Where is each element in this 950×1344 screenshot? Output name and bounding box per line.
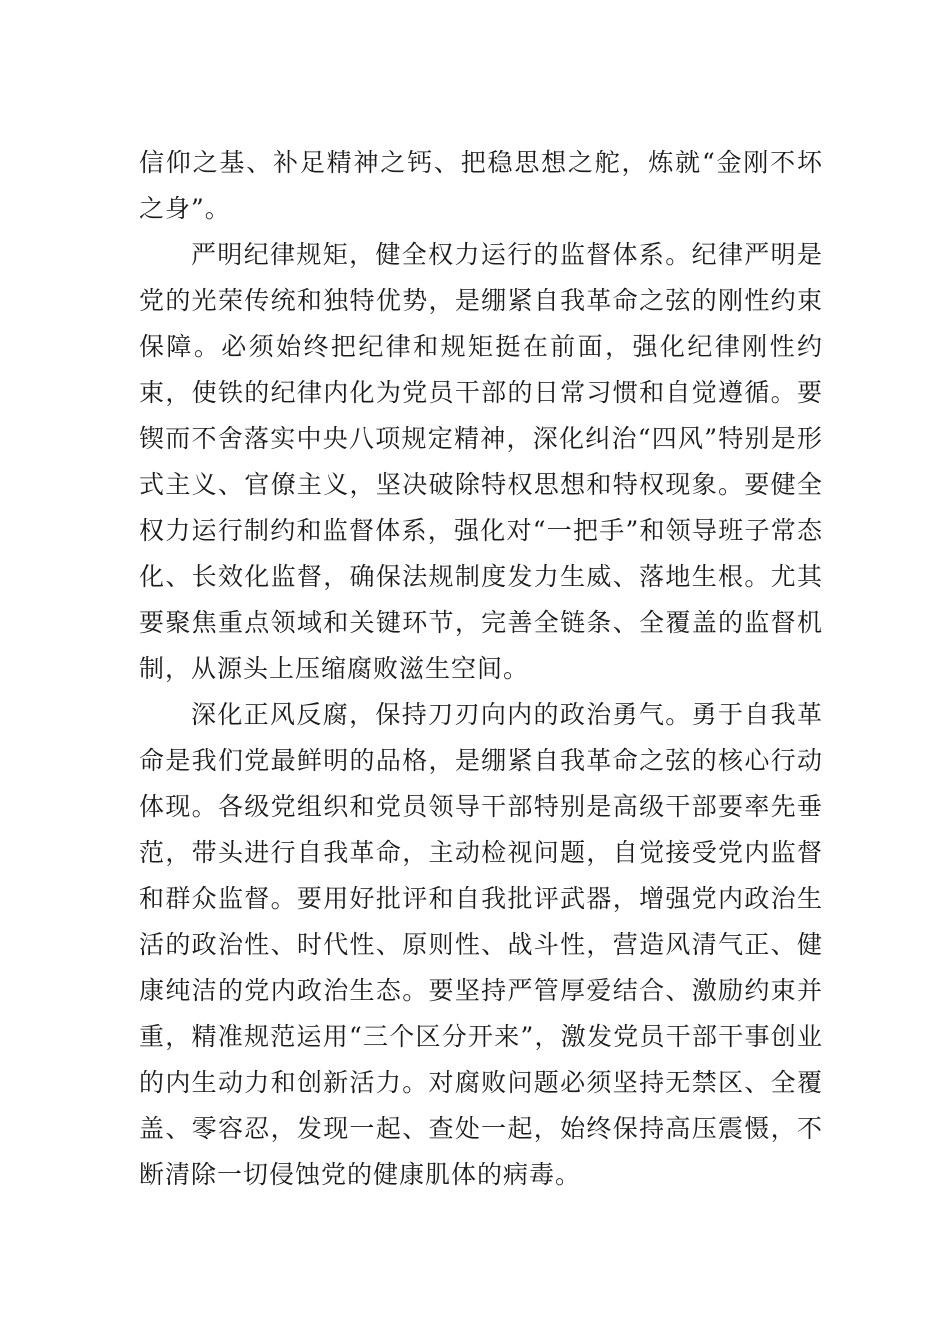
- paragraph-anticorruption: 深化正风反腐，保持刀刃向内的政治勇气。勇于自我革命是我们党最鲜明的品格，是绷紧自我革命之弦的核心行动体现。各级党组织和党员领导干部特别是高级干部要率先垂范，带头进行自我革命，主动检视问题，自觉接受党内监督和群众监督。要用好批评和自我批评武器，增强党内政治生活的政治性、时代性、原则性、战斗性，营造风清气正、健康纯洁的党内政治生态。要坚持严管厚爱结合、激励约束并重，精准规范运用“三个区分开来”，激发党员干部干事创业的内生动力和创新活力。对腐败问题必须坚持无禁区、全覆盖、零容忍，发现一起、查处一起，始终保持高压震慑，不断清除一切侵蚀党的健康肌体的病毒。: [139, 700, 823, 1189]
- body-text: [139, 140, 823, 1198]
- paragraph-continuation: 信仰之基、补足精神之钙、把稳思想之舵，炼就“金刚不坏之身”。: [139, 148, 823, 223]
- paragraph-discipline: 严明纪律规矩，健全权力运行的监督体系。纪律严明是党的光荣传统和独特优势，是绷紧自我革命之弦的刚性约束保障。必须始终把纪律和规矩挺在前面，强化纪律刚性约束，使铁的纪律内化为党员干部的日常习惯和自觉遵循。要锲而不舍落实中央八项规定精神，深化纠治“四风”特别是形式主义、官僚主义，坚决破除特权思想和特权现象。要健全权力运行制约和监督体系，强化对“一把手”和领导班子常态化、长效化监督，确保法规制度发力生威、落地生根。尤其要聚焦重点领域和关键环节，完善全链条、全覆盖的监督机制，从源头上压缩腐败滋生空间。: [139, 240, 823, 683]
